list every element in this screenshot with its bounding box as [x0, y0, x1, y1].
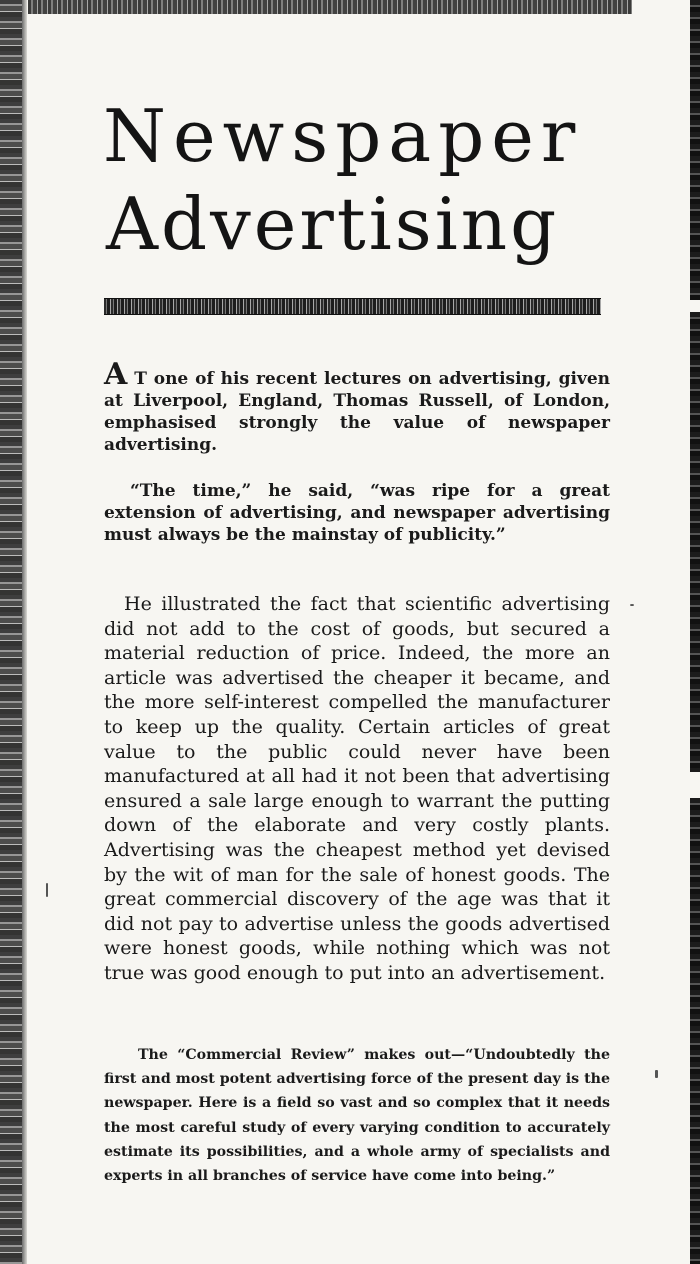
- paragraph-1: [104, 357, 611, 456]
- paragraph-2: “The time,” he said, “was ripe for a great extension of advertising, and newspaper advertising must always be the mainstay of publicity.”: [104, 481, 610, 545]
- print-speck: [655, 1070, 658, 1078]
- top-border-strip: [28, 0, 632, 14]
- drop-cap: A: [104, 357, 128, 392]
- paragraph-1-text: T one of his recent lectures on advertising, given at Liverpool, England, Thomas Russell, of London, emphasised strongly the value of newspaper advertising.: [104, 369, 611, 455]
- headline-line-2: Advertising: [106, 182, 560, 266]
- headline-line-1: Newspaper: [103, 94, 583, 178]
- paragraph-4: The “Commercial Review” makes out—“Undoubtedly the first and most potent advertising force of the present day is the newspaper. Here is a field so vast and so complex that it needs the most careful study of every varying condition to accurately estimate its possibilities, and a whole army of specialists and experts in all branches of service have come into being.”: [104, 1047, 610, 1185]
- right-column-rule: [690, 0, 700, 300]
- right-column-rule: [690, 312, 700, 772]
- print-speck: [46, 883, 48, 897]
- title-divider-rule: [104, 298, 601, 315]
- print-speck: [630, 604, 634, 606]
- paragraph-3: He illustrated the fact that scientific advertising did not add to the cost of goods, but secured a material reduction of price. Indeed, the more an article was advertised the cheaper it became, and the more self-interest compelled the manufacturer to keep up the quality. Certain articles of great value to the public could never have been manufactured at all had it not been that advertising ensured a sale large enough to warrant the putting down of the elaborate and very costly plants. Advertising was the cheapest method yet devised by the wit of man for the sale of honest goods. The great commercial discovery of the age was that it did not pay to advertise unless the goods advertised were honest goods, while nothing which was not true was good enough to put into an advertisement.: [104, 593, 610, 984]
- left-torn-edge: [0, 0, 22, 1264]
- right-column-rule: [690, 798, 700, 1264]
- left-edge-shadow: [22, 0, 27, 1264]
